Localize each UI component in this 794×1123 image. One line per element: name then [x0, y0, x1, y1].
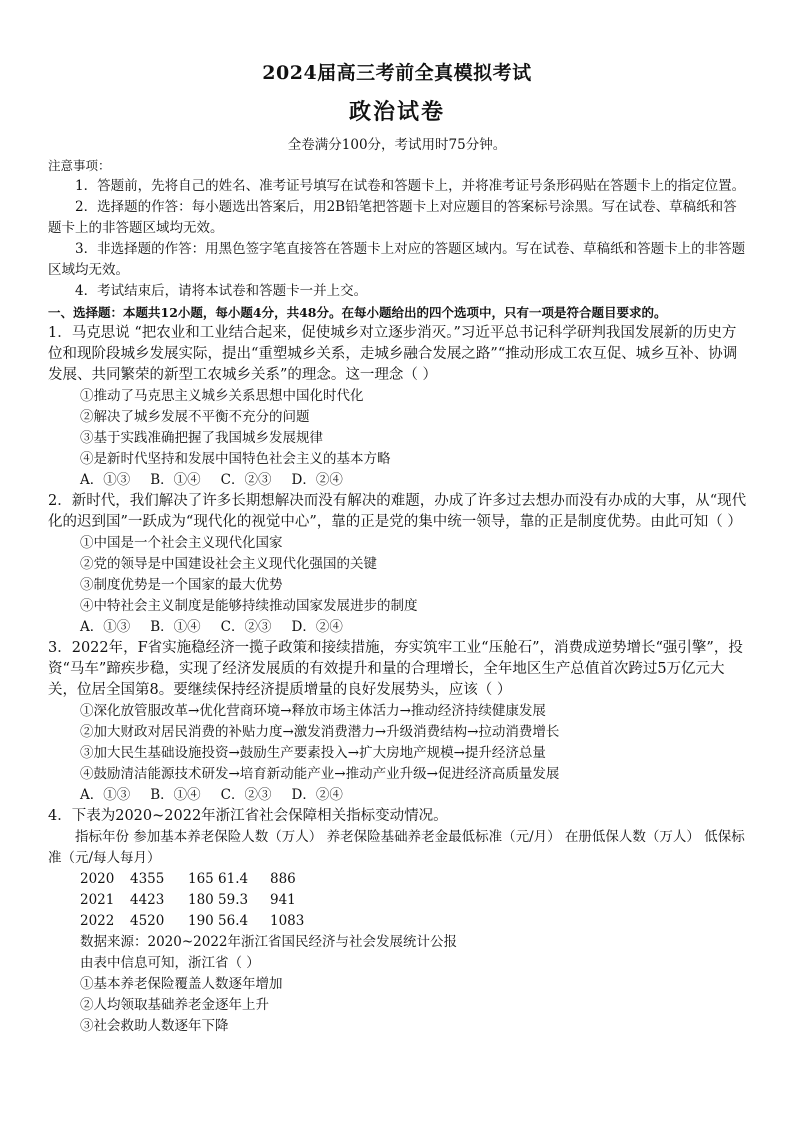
answer-c: C．②③ — [220, 787, 272, 803]
answer-a: A．①③ — [80, 787, 131, 803]
question-option: ①深化放管服改革→优化营商环境→释放市场主体活力→推动经济持续健康发展 — [80, 703, 546, 719]
table-cell: 941 — [270, 892, 296, 908]
answer-c: C．②③ — [220, 619, 272, 635]
table-row — [48, 911, 748, 932]
note-item: 3．非选择题的作答：用黑色签字笔直接答在答题卡上对应的答题区域内。写在试卷、草稿纸和答题卡上的非答题区域均无效。 — [48, 241, 746, 278]
question-stem: 1．马克思说 “把农业和工业结合起来，促使城乡对立逐步消灭。”习近平总书记科学研判我国发展新的历史方位和现阶段城乡发展实际，提出“重塑城乡关系，走城乡融合发展之路”“推动形成工农互促、城乡互补、协调发展、共同繁荣的新型工农城乡关系”的理念。这一理念（ ） — [48, 325, 738, 383]
question-option: ②加大财政对居民消费的补贴力度→激发消费潜力→升级消费结构→拉动消费增长 — [80, 724, 560, 740]
answer-choices — [48, 785, 748, 806]
notes-heading: 注意事项： — [48, 158, 111, 173]
question-stem: 4．下表为2020~2022年浙江省社会保障相关指标变动情况。 — [48, 808, 448, 824]
question-option: ①中国是一个社会主义现代化国家 — [80, 535, 283, 551]
answer-a: A．①③ — [80, 472, 131, 488]
question-prompt: 由表中信息可知，浙江省（ ） — [80, 955, 260, 971]
table-cell: 180 59.3 — [188, 892, 249, 908]
answer-d: D．②④ — [291, 787, 343, 803]
question-option: ③加大民生基础设施投资→鼓励生产要素投入→扩大房地产规模→提升经济总量 — [80, 745, 546, 761]
answer-b: B．①④ — [150, 787, 201, 803]
subject-title: 政治试卷 — [348, 99, 445, 125]
answer-b: B．①④ — [150, 472, 201, 488]
answer-choices — [48, 470, 748, 491]
table-cell: 2020 — [80, 871, 115, 887]
table-cell: 4520 — [130, 913, 165, 929]
table-header: 指标年份 参加基本养老保险人数（万人） 养老保险基础养老金最低标准（元/月） 在册低保人数（万人） 低保标准（元/每人每月） — [48, 829, 745, 866]
answer-a: A．①③ — [80, 619, 131, 635]
exam-body — [48, 155, 748, 1037]
answer-b: B．①④ — [150, 619, 201, 635]
question-option: ②解决了城乡发展不平衡不充分的问题 — [80, 409, 310, 425]
answer-choices — [48, 617, 748, 638]
table-cell: 886 — [270, 871, 296, 887]
answer-d: D．②④ — [291, 619, 343, 635]
question-option: ②党的领导是中国建设社会主义现代化强国的关键 — [80, 556, 377, 572]
question-option: ④是新时代坚持和发展中国特色社会主义的基本方略 — [80, 451, 391, 467]
question-option: ④中特社会主义制度是能够持续推动国家发展进步的制度 — [80, 598, 418, 614]
question-option: ②人均领取基础养老金逐年上升 — [80, 997, 269, 1013]
note-item: 2．选择题的作答：每小题选出答案后，用2B铅笔把答题卡上对应题目的答案标号涂黑。写在试卷、草稿纸和答题卡上的非答题区域均无效。 — [48, 199, 737, 236]
table-cell: 4355 — [130, 871, 165, 887]
table-cell: 190 56.4 — [188, 913, 249, 929]
question-option: ①推动了马克思主义城乡关系思想中国化时代化 — [80, 388, 364, 404]
exam-title: 2024届高三考前全真模拟考试 — [262, 62, 532, 84]
table-cell: 2022 — [80, 913, 115, 929]
section-heading: 一、选择题：本题共12小题，每小题4分，共48分。在每小题给出的四个选项中，只有一项是符合题目要求的。 — [48, 305, 667, 320]
answer-c: C．②③ — [220, 472, 272, 488]
question-option: ①基本养老保险覆盖人数逐年增加 — [80, 976, 283, 992]
question-option: ④鼓励清洁能源技术研发→培育新动能产业→推动产业升级→促进经济高质量发展 — [80, 766, 560, 782]
table-cell: 2021 — [80, 892, 115, 908]
table-row — [48, 869, 748, 890]
question-option: ③制度优势是一个国家的最大优势 — [80, 577, 283, 593]
note-item: 4．考试结束后，请将本试卷和答题卡一并上交。 — [75, 283, 368, 299]
table-cell: 1083 — [270, 913, 305, 929]
data-source: 数据来源：2020~2022年浙江省国民经济与社会发展统计公报 — [80, 934, 458, 950]
table-cell: 4423 — [130, 892, 165, 908]
note-item: 1．答题前，先将自己的姓名、准考证号填写在试卷和答题卡上，并将准考证号条形码贴在答题卡上的指定位置。 — [75, 178, 746, 194]
question-stem: 3．2022年，F省实施稳经济一揽子政策和接续措施，夯实筑牢工业“压舱石”，消费成逆势增长“强引擎”，投资“马车”蹄疾步稳，实现了经济发展质的有效提升和量的合理增长，全年地区生产总值首次跨过5万亿元大关，位居全国第8。要继续保持经济提质增量的良好发展势头，应该（ ） — [48, 640, 743, 698]
score-time-info: 全卷满分100分，考试用时75分钟。 — [287, 137, 507, 153]
answer-d: D．②④ — [291, 472, 343, 488]
question-stem: 2．新时代，我们解决了许多长期想解决而没有解决的难题，办成了许多过去想办而没有办成的大事，从“现代化的迟到国”一跃成为“现代化的视觉中心”，靠的正是党的集中统一领导，靠的正是制度优势。由此可知（ ） — [48, 493, 747, 530]
table-cell: 165 61.4 — [188, 871, 249, 887]
table-row — [48, 890, 748, 911]
question-option: ③社会救助人数逐年下降 — [80, 1018, 229, 1034]
question-option: ③基于实践准确把握了我国城乡发展规律 — [80, 430, 323, 446]
